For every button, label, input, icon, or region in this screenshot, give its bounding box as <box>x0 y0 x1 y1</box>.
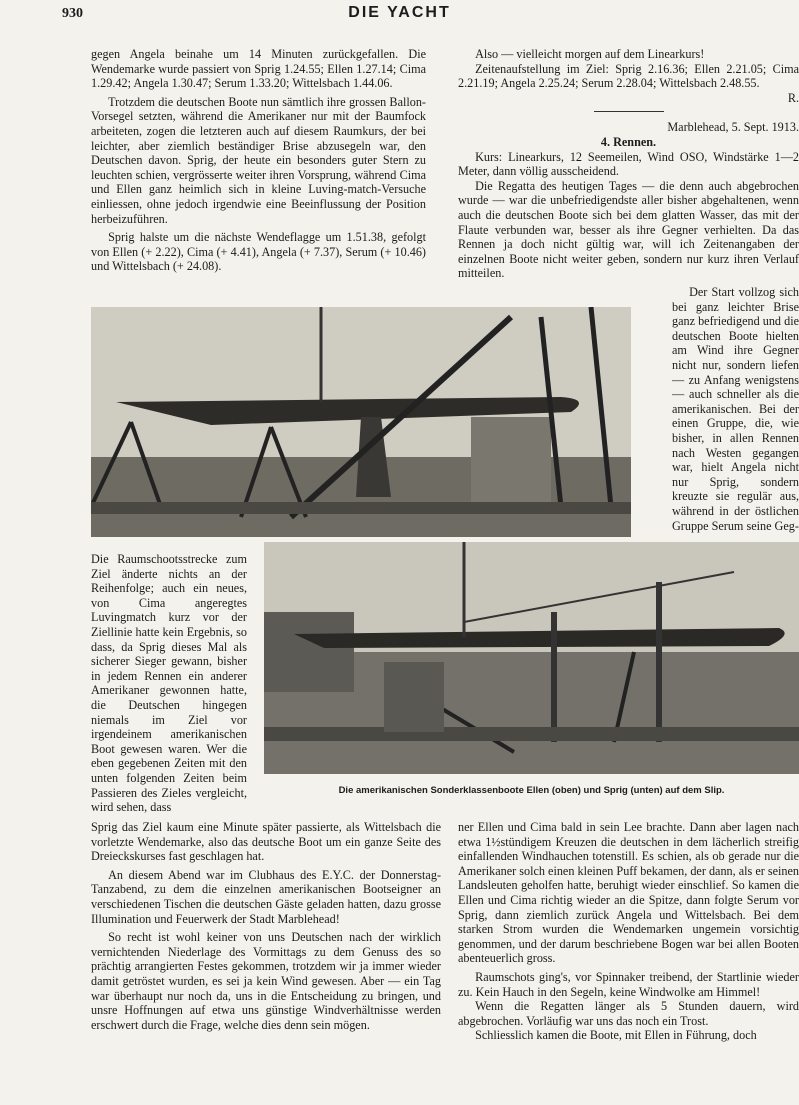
bottom-right-column <box>458 820 799 1043</box>
page-number: 930 <box>62 6 83 21</box>
paragraph: Sprig das Ziel kaum eine Minute später passierte, als Wittelsbach die vorletzte Wendemarke, also das deutsche Boot um ein ganze Seite des Dreieckskurses fast geschlagen hat. <box>91 820 441 864</box>
signature: R. <box>787 90 799 105</box>
paragraph: Trotzdem die deutschen Boote nun sämtlich ihre grossen Ballon-Vorsegel setzten, während die Amerikaner nur mit der Baumfock arbeiteten, zogen die letzteren auch auf diesem Raumkurs, der bei leichter, aber ziemlich beständiger Brise abzusegeln war, den Deutschen davon. Sprig, der heute ein besonders guter Stern zu leuchten schien, vergrösserte weiter ihren Vorsprung, während Cima und Ellen ganz heimlich sich in kleine Luving-match-Versuche einliessen, ohne jedoch irgendwie eine Beeinflussung der Position herbeizuführen. <box>91 94 426 226</box>
section-divider <box>594 111 664 112</box>
paragraph: Also — vielleicht morgen auf dem Linearkurs! <box>475 47 705 61</box>
paragraph: Schliesslich kamen die Boote, mit Ellen in Führung, doch <box>475 1028 757 1043</box>
paragraph: Die Raumschootsstrecke zum Ziel änderte nichts an der Reihenfolge; auch ein neues, von Cima angeregtes Luvingmatch kurz vor der Ziellinie hatte kein Ergebnis, so dass, da Sprig dieses Mal als sicherer Sieger gewann, bisher in jedem Rennen ein anderer Amerikaner gewonnen hatte, die Deutschen hingegen niemals im Ziel vor irgendeinem amerikanischen Boot gewesen waren. Wer die eben gegebenen Zeiten mit den unten folgenden Zeiten beim Passieren des Zieles vergleicht, wird sehen, dass <box>91 552 247 815</box>
paragraph: Sprig halste um die nächste Wendeflagge um 1.51.38, gefolgt von Ellen (+ 2.22), Cima (+ 4.41), Angela (+ 7.37), Serum (+ 10.46) und Wittelsbach (+ 24.08). <box>91 230 426 274</box>
paragraph: Die Regatta des heutigen Tages — die denn auch abgebrochen wurde — war die unbefriedigendste aller bisher abgehaltenen, wenn auch die deutschen Boote sich bei dem glatten Wasser, das mit der Flaute verbunden war, besser als ihre Gegner verhielten. Da das Rennen ja doch nicht gültig war, will ich Zeitenangaben der einzelnen Boote nicht weiter geben, sondern nur kurz ihren Verlauf mitteilen. <box>458 178 799 281</box>
right-narrow-column <box>672 285 799 533</box>
paragraph: Der Start vollzog sich bei ganz leichter Brise ganz befriedigend und die deutschen Boote hielten am Wind ihre Gegner nicht nur, sondern liefen — zu Anfang wenigstens — auch schneller als die amerikanischen. Bei der einen Gruppe, die, wie bisher, in allen Rennen nach Westen gegangen war, hielt Angela nicht nur Sprig, sondern kreuzte sie regulär aus, während in der östlichen Gruppe Serum seine Geg- <box>672 285 799 533</box>
paragraph: Wenn die Regatten länger als 5 Stunden dauern, wird abgebrochen. Vorläufig war uns das noch ein Trost. <box>458 999 799 1028</box>
dateline: Marblehead, 5. Sept. 1913. <box>667 120 799 135</box>
paragraph: So recht ist wohl keiner von uns Deutschen nach der wirklich vernichtenden Niederlage des Vormittags zu dem Genuss des so prächtig arrangierten Festes gekommen, trotzdem wir ja immer wieder damit getröstet wurden, es sei ja kein Wind gewesen. Aber — ein Tag war überhaupt nur noch da, uns in die Entscheidung zu bringen, und unsre Hoffnungen auf etwa uns günstige Windverhältnisse werden erschwert durch die Frage, welche dies denn sein mögen. <box>91 930 441 1032</box>
bottom-left-column <box>91 820 441 1032</box>
section-heading: 4. Rennen. <box>600 134 657 149</box>
paragraph: An diesem Abend war im Clubhaus des E.Y.C. der Donnerstag-Tanzabend, zu dem die einzelnen amerikanischen Bootseigner an verschiedenen Tischen die deutschen Gäste geladen hatten, dazu grosse Illumination und Feuerwerk der Stadt Marblehead! <box>91 867 441 926</box>
left-narrow-column <box>91 552 247 815</box>
boat-sprig-photo <box>264 542 799 774</box>
paragraph: Kurs: Linearkurs, 12 Seemeilen, Wind OSO, Windstärke 1—2 Meter, dann völlig ausscheidend. <box>458 149 799 179</box>
paragraph: Raumschots ging's, vor Spinnaker treibend, der Startlinie wieder zu. Kein Hauch in den Segeln, keine Windwolke am Himmel! <box>458 969 799 999</box>
top-left-column <box>91 47 426 274</box>
paragraph: gegen Angela beinahe um 14 Minuten zurückgefallen. Die Wendemarke wurde passiert von Sprig 1.24.55; Ellen 1.27.14; Cima 1.29.42; Angela 1.30.47; Serum 1.33.20; Wittelsbach 1.44.06. <box>91 47 426 91</box>
top-right-column <box>458 47 799 281</box>
paragraph: ner Ellen und Cima bald in sein Lee brachte. Dann aber lagen nach etwa 1½stündigem Kreuzen die deutschen in dem lächerlich streifig einfallenden Windhauchen totenstill. Es schien, als ob gerade nur die Amerikaner solch einen kleinen Puff bekamen, der dann, als er seinen Landsleuten geholfen hatte, beruhigt wieder einschlief. So kamen die Ellen und Cima richtig wieder an die Spitze, dann folgte Serum vor Sprig, dann ziemlich zurück Angela und Wittelsbach. Bei dem starken Strom wurden die Wendemarken ungemein vorsichtig genommen, und der darum beschriebene Bogen war bei allen Booten abenteuerlich gross. <box>458 820 799 966</box>
photo-caption: Die amerikanischen Sonderklassenboote Ellen (oben) und Sprig (unten) auf dem Slip. <box>338 785 725 796</box>
boat-ellen-photo <box>91 307 631 537</box>
journal-title: DIE YACHT <box>348 4 451 21</box>
paragraph: Zeitenaufstellung im Ziel: Sprig 2.16.36; Ellen 2.21.05; Cima 2.21.19; Angela 2.25.24; Serum 2.28.04; Wittelsbach 2.48.55. <box>458 61 799 91</box>
